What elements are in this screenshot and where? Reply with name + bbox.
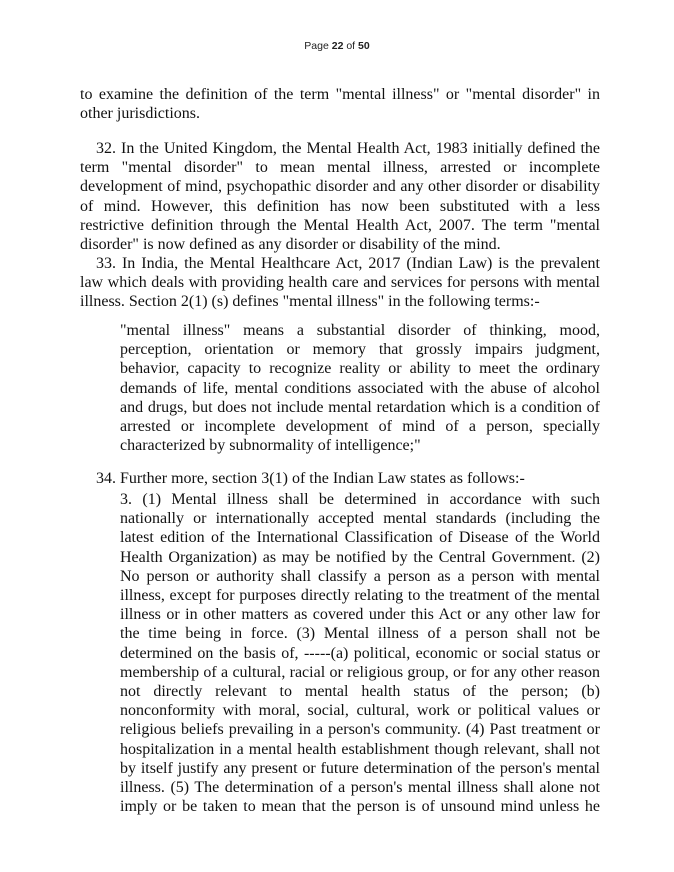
text-line: No person or authority shall classify a person as a person with mental	[120, 567, 600, 585]
text-line: illness, except for purposes directly relating to the treatment of the mental	[120, 587, 600, 605]
text-line: imply or be taken to mean that the person is of unsound mind unless he	[120, 798, 600, 816]
text-line: determined on the basis of, -----(a) political, economic or social status or	[120, 644, 600, 662]
text-line: arrested or incomplete development of mind of a person, specially	[120, 418, 600, 436]
text-line: and drugs, but does not include mental retardation which is a condition of	[120, 398, 600, 416]
text-line: 3. (1) Mental illness shall be determined in accordance with such	[120, 491, 600, 508]
text-line: religious beliefs prevailing in a person's community. (4) Past treatment or	[120, 721, 600, 739]
text-line: demands of life, mental conditions associated with the abuse of alcohol	[120, 379, 600, 397]
text-line: illness. Section 2(1) (s) defines "mental illness" in the following terms:-	[80, 293, 540, 311]
total-pages: 50	[358, 40, 370, 52]
text-line: disorder" is now defined as any disorder or disability of the mind.	[80, 236, 501, 254]
text-line: development of mind, psychopathic disorder and any other disorder or disability	[80, 178, 600, 196]
text-line: of mind. However, this definition has now been substituted with a less	[80, 197, 600, 215]
paragraph-32	[80, 139, 600, 254]
paragraph-33	[80, 254, 600, 312]
text-line: nationally or internationally accepted mental standards (including the	[120, 510, 600, 528]
text-line: the time being in force. (3) Mental illness of a person shall not be	[120, 625, 600, 643]
paragraph-34	[80, 469, 600, 488]
text-line: 33. In India, the Mental Healthcare Act, 2017 (Indian Law) is the prevalent	[96, 255, 600, 272]
text-line: behavior, capacity to recognize reality or ability to meet the ordinary	[120, 360, 600, 378]
text-line: term "mental disorder" to mean mental illness, arrested or incomplete	[80, 159, 600, 177]
text-line: not directly relevant to mental health status of the person; (b)	[120, 683, 600, 701]
text-line: membership of a cultural, racial or religious group, or for any other reason	[120, 663, 600, 681]
text-line: characterized by subnormality of intelligence;"	[120, 437, 421, 455]
page-of: of	[346, 40, 356, 52]
text-line: 34. Further more, section 3(1) of the Indian Law states as follows:-	[96, 470, 525, 487]
text-line: latest edition of the International Classification of Disease of the World	[120, 529, 600, 547]
text-line: to examine the definition of the term "mental illness" or "mental disorder" in	[80, 86, 600, 103]
text-line: nonconformity with moral, social, cultural, work or political values or	[120, 702, 600, 720]
page-label: Page	[304, 40, 329, 52]
text-line: hospitalization in a mental health establishment though relevant, shall not	[120, 740, 600, 758]
text-line: law which deals with providing health care and services for persons with mental	[80, 274, 600, 292]
text-line: by itself justify any present or future determination of the person's mental	[120, 759, 600, 777]
quote-section-2-1-s	[120, 321, 600, 455]
text-line: restrictive definition through the Mental Health Act, 2007. The term "mental	[80, 216, 600, 234]
quote-section-3-1	[120, 490, 600, 816]
page-number-header	[0, 40, 674, 52]
text-line: illness. (5) The determination of a person's mental illness shall alone not	[120, 779, 600, 797]
paragraph-intro	[80, 85, 600, 123]
text-line: perception, orientation or memory that grossly impairs judgment,	[120, 341, 600, 359]
current-page: 22	[331, 40, 344, 52]
text-line: "mental illness" means a substantial disorder of thinking, mood,	[120, 322, 600, 339]
text-line: Health Organization) as may be notified by the Central Government. (2)	[120, 548, 600, 566]
text-line: illness or in other matters as covered under this Act or any other law for	[120, 606, 600, 624]
text-line: 32. In the United Kingdom, the Mental Health Act, 1983 initially defined the	[96, 140, 600, 157]
text-line: other jurisdictions.	[80, 105, 200, 123]
